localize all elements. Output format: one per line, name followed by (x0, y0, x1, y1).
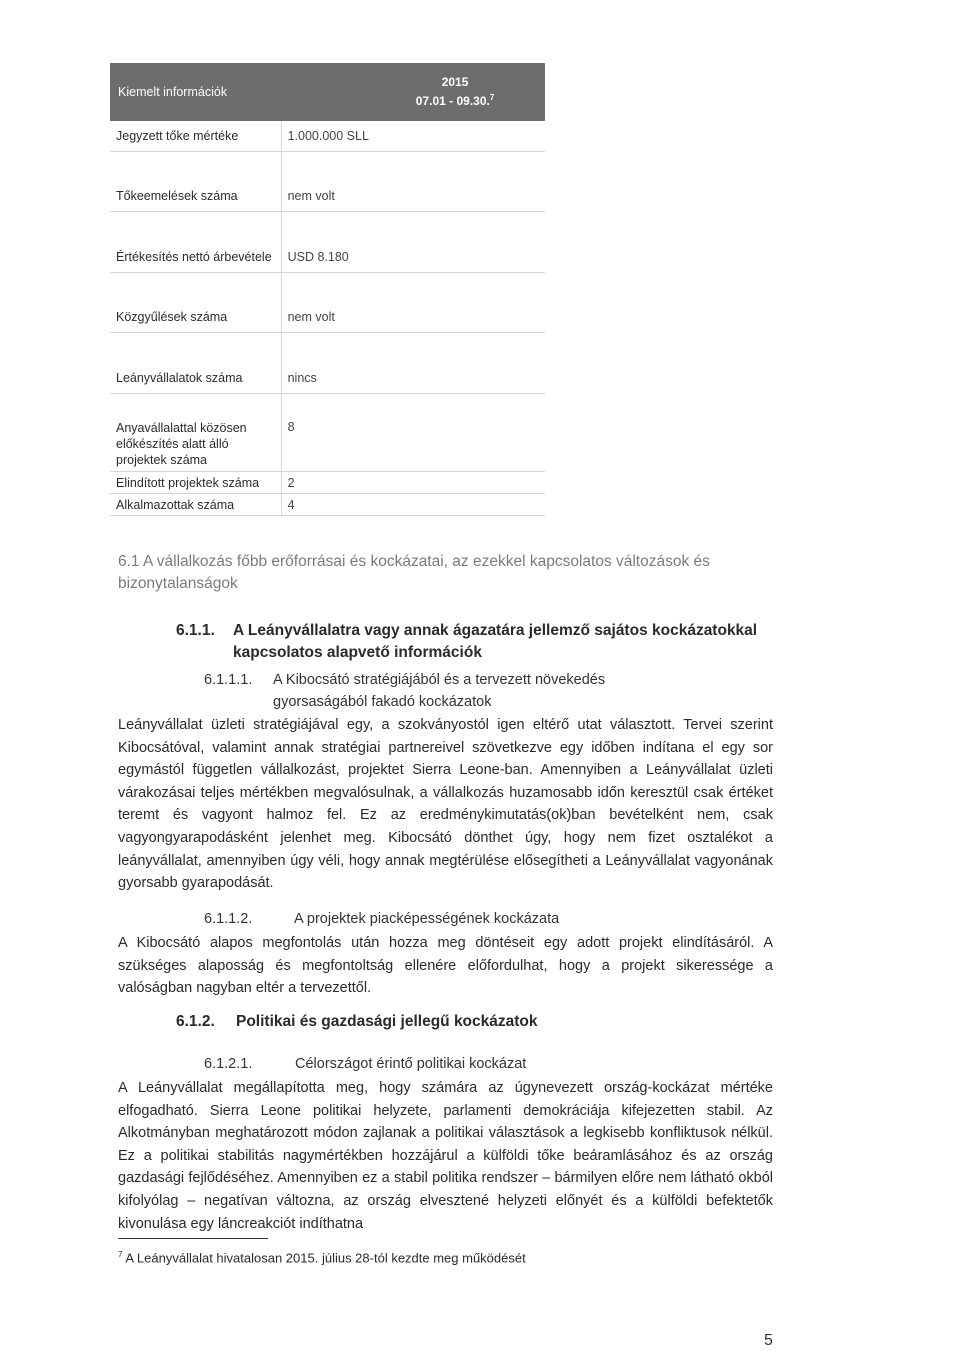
section-6-1-2-number: 6.1.2. (176, 1013, 215, 1030)
row-label: Leányvállalatok száma (110, 363, 281, 393)
row-value: 4 (281, 494, 545, 516)
row-value: 2 (281, 472, 545, 494)
row-label: Tőkeemelések száma (110, 182, 281, 212)
footnote-rule (118, 1238, 268, 1239)
row-label: Jegyzett tőke mértéke (110, 121, 281, 151)
row-value: 1.000.000 SLL (281, 121, 545, 151)
table-row (110, 242, 545, 272)
row-label: Értékesítés nettó árbevétele (110, 242, 281, 272)
section-6-1-1-1-body: Leányvállalat üzleti stratégiájával egy, a szokványostól igen eltérő utat választott. Tervei szerint Kibocsátóval, valamint annak stratégiai partnereivel szövetkezve egy időben indítana el egy sor egymástól független vállalkozást, projektet Sierra Leone-ban. Amennyiben a Leányvállalat üzleti várakozásai teljes mértékben megvalósulnak, a vállalkozás huzamosabb időn keresztül csak értéket teremt és vagyont halmoz fel. Ez az eredménykimutatás(ok)ban bevételként nem, csak vagyongyarapodásként jelenhet meg. Kibocsátó dönthet úgy, hogy nem fizet osztalékot a leányvállalat, amennyiben úgy véli, hogy annak megtérülése elősegítheti a Leányvállalat vagyonának gyorsabb gyarapodását. (118, 717, 773, 892)
table-row (110, 472, 545, 494)
table-row (110, 121, 545, 151)
section-6-1-1-1-title: A Kibocsátó stratégiájából és a tervezett növekedés gyorsaságából fakadó kockázatok (273, 672, 606, 710)
section-6-1-1-1-number: 6.1.1.1. (204, 672, 253, 688)
table-row (110, 363, 545, 393)
row-label: Közgyűlések száma (110, 303, 281, 333)
table-row (110, 494, 545, 516)
section-6-1-1-2-title: A projektek piacképességének kockázata (294, 911, 560, 927)
section-6-1-1-2-number: 6.1.1.2. (204, 911, 253, 927)
section-6-1-heading: 6.1 A vállalkozás főbb erőforrásai és kockázatai, az ezekkel kapcsolatos változások és bizonytalanságok (118, 553, 710, 592)
section-6-1-2-1-number: 6.1.2.1. (204, 1056, 253, 1072)
table-row (110, 303, 545, 333)
header-period-line (371, 90, 539, 109)
row-value: nincs (281, 363, 545, 393)
row-label: Elindított projektek száma (110, 472, 281, 494)
header-period-cell (281, 63, 545, 121)
section-6-1-1-2-body: A Kibocsátó alapos megfontolás után hozza meg döntéseit egy adott projekt elindításáról. A szükséges alaposság és megfontoltság ellenére előfordulhat, hogy a projekt sikeressége a valóságban nagyban eltér a tervezettől. (118, 935, 773, 997)
section-6-1-2-1-body: A Leányvállalat megállapította meg, hogy számára az úgynevezett ország-kockázat mértéke elfogadható. Sierra Leone politikai helyzete, parlamenti demokráciája kifejezetten stabil. Az Alkotmányban meghatározott módon zajlanak a politikai választások a legkisebb konfliktusok nélkül. Ez a politikai stabilitás nagymértékben hozzájárul a külföldi tőke beáramlásához és az ország gazdasági fejlődéséhez. Amennyiben ez a stabil politika rendszer – bármilyen előre nem látható okból kifolyólag – negatívan változna, az ország elvesztené helyzeti előnyét és a külföldi befektetők kivonulása egy láncreakciót indíthatna (118, 1080, 773, 1232)
footnote-text: A Leányvállalat hivatalosan 2015. július 28-tól kezdte meg működését (125, 1250, 526, 1266)
table-row (110, 418, 545, 472)
key-info-table (110, 63, 545, 516)
row-label: Anyavállalattal közösen előkészítés alatt álló projektek száma (110, 418, 281, 472)
table-header-row (110, 63, 545, 121)
header-footnote-mark: 7 (489, 93, 495, 102)
footnote-mark: 7 (118, 1250, 123, 1259)
page-number: 5 (764, 1332, 773, 1349)
row-value: nem volt (281, 303, 545, 333)
section-6-1-2-title: Politikai és gazdasági jellegű kockázatok (236, 1013, 538, 1030)
header-label: Kiemelt információk (110, 63, 281, 121)
header-year: 2015 (441, 75, 469, 89)
row-value: 8 (281, 418, 545, 472)
table-row (110, 182, 545, 212)
row-value: USD 8.180 (281, 242, 545, 272)
section-6-1-1-number: 6.1.1. (176, 622, 215, 639)
section-6-1-1-title: A Leányvállalatra vagy annak ágazatára jellemző sajátos kockázatokkal kapcsolatos alapvető információk (233, 622, 758, 661)
section-6-1-2-1-title: Célországot érintő politikai kockázat (295, 1056, 527, 1072)
header-period: 07.01 - 09.30. (415, 94, 490, 108)
row-label: Alkalmazottak száma (110, 494, 281, 516)
footnote (118, 1250, 526, 1265)
row-value: nem volt (281, 182, 545, 212)
